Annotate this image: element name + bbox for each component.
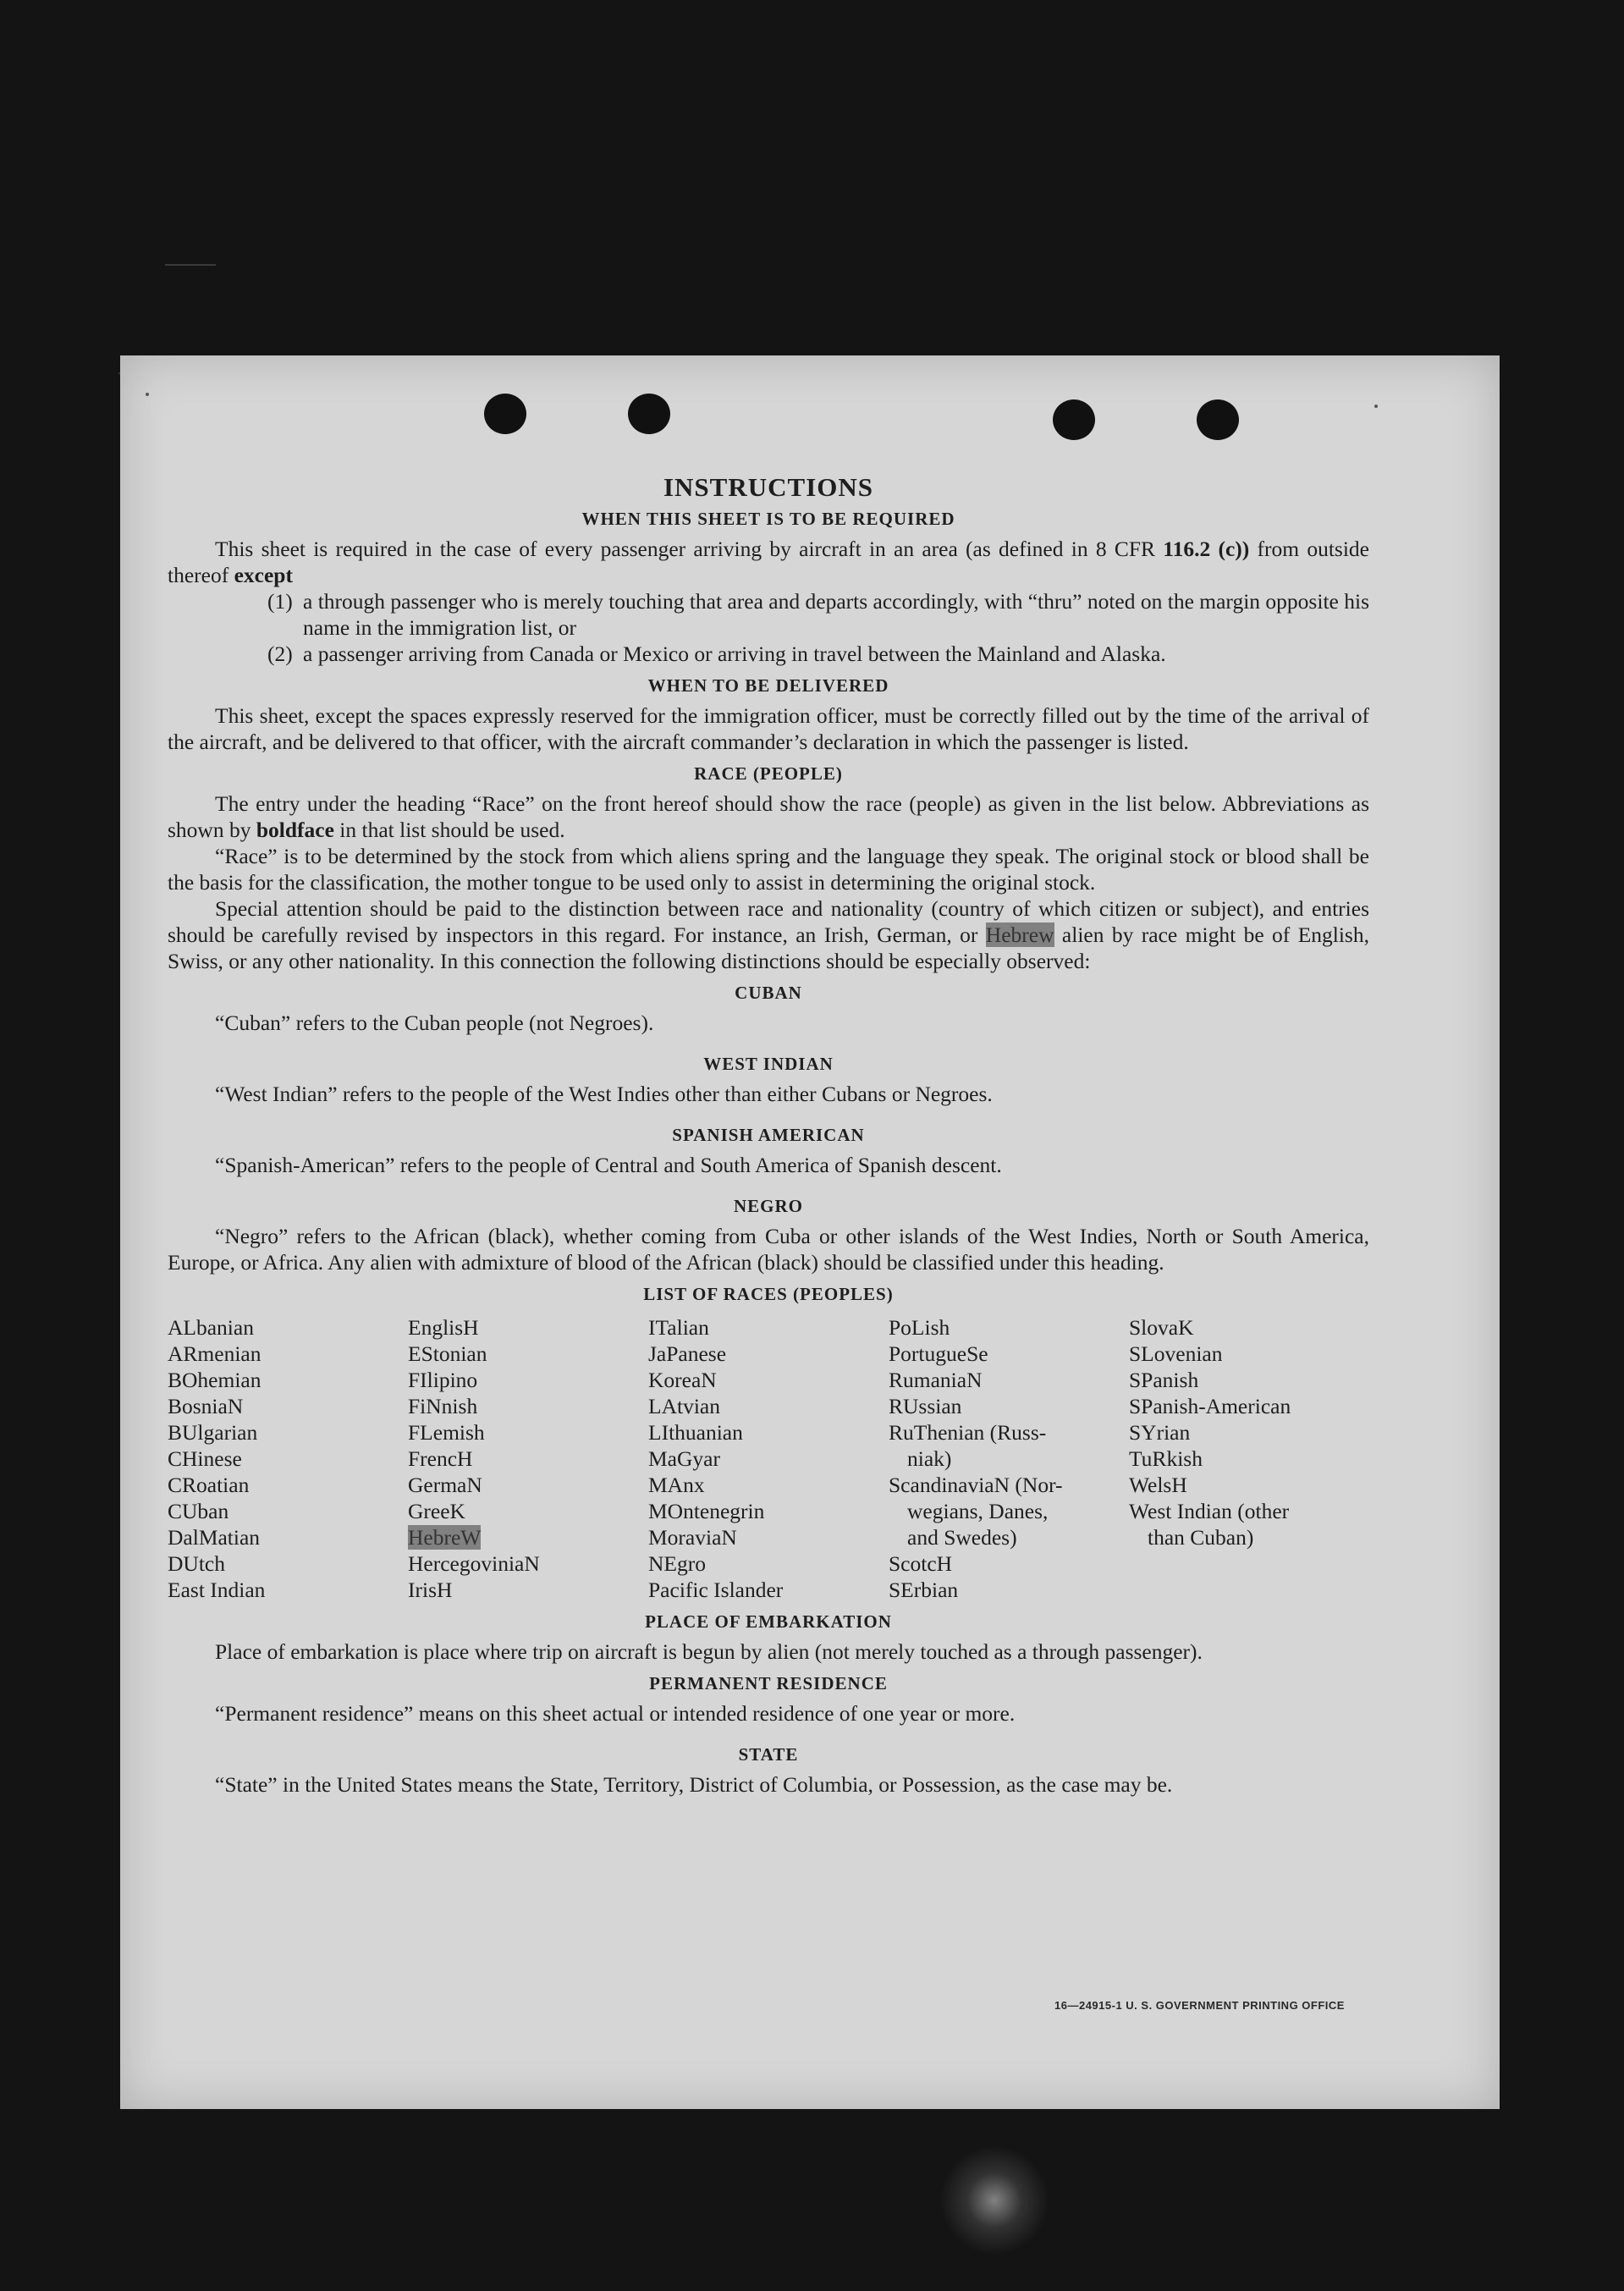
section-heading-when-required: WHEN THIS SHEET IS TO BE REQUIRED	[581, 509, 955, 529]
race-entry: BUlgarian	[168, 1420, 258, 1445]
paragraph-residence: “Permanent residence” means on this sheet actual or intended residence of one year or more.	[215, 1701, 1016, 1726]
scan-mark	[165, 264, 216, 266]
race-entry: DUtch	[168, 1551, 225, 1576]
race-entry: HercegoviniaN	[408, 1551, 540, 1576]
punch-hole	[484, 394, 526, 434]
race-entry: ScotcH	[889, 1551, 953, 1576]
race-entry-continuation	[889, 1446, 1129, 1472]
paragraph-spanish-american: “Spanish-American” refers to the people of Central and South America of Spanish descent.	[215, 1153, 1002, 1177]
race-entry: RuThenian (Russ-	[889, 1420, 1047, 1445]
section-heading-residence: PERMANENT RESIDENCE	[649, 1673, 888, 1693]
cfr-reference: 116.2 (c))	[1163, 537, 1250, 561]
race-entry: FLemish	[408, 1420, 485, 1445]
race-entry: EnglisH	[408, 1315, 479, 1340]
race-entry: CRoatian	[168, 1473, 250, 1497]
race-entry: GreeK	[408, 1499, 465, 1523]
text: in that list should be used.	[333, 818, 565, 842]
race-entry: LIthuanian	[648, 1420, 743, 1445]
race-entry: IrisH	[408, 1578, 453, 1602]
races-column-3	[648, 1314, 889, 1603]
race-entry: DalMatian	[168, 1525, 261, 1550]
race-entry: SlovaK	[1129, 1315, 1194, 1340]
section-heading-embarkation: PLACE OF EMBARKATION	[645, 1611, 892, 1632]
text: Special attention should be paid to the distinction between race and nationality (country of which citizen or subject), and entries should be carefully revised by inspectors in this regard. For instance, an Irish, German, or	[168, 896, 1369, 947]
paragraph-cuban: “Cuban” refers to the Cuban people (not Negroes).	[215, 1011, 654, 1035]
race-entry: RUssian	[889, 1394, 962, 1418]
races-column-4	[889, 1314, 1129, 1603]
race-entry: MOntenegrin	[648, 1499, 765, 1523]
race-entry-continuation	[1129, 1524, 1369, 1550]
race-entry: CHinese	[168, 1446, 242, 1471]
continuation-text: niak)	[907, 1446, 952, 1471]
race-entry: TuRkish	[1129, 1446, 1203, 1471]
race-entry: GermaN	[408, 1473, 482, 1497]
race-entry-continuation	[889, 1524, 1129, 1550]
paragraph-negro: “Negro” refers to the African (black), whether coming from Cuba or other islands of the West Indies, North or South America, Europe, or Africa. Any alien with admixture of blood of the African (black) should be classified under this heading.	[168, 1224, 1369, 1275]
struck-word: Hebrew	[985, 922, 1054, 947]
race-entry: LAtvian	[648, 1394, 720, 1418]
race-entry: MaGyar	[648, 1446, 720, 1471]
race-entry: MoraviaN	[648, 1525, 737, 1550]
race-entry: FiNnish	[408, 1394, 478, 1418]
page-title: INSTRUCTIONS	[663, 472, 873, 502]
race-entry: East Indian	[168, 1578, 266, 1602]
race-entry: ScandinaviaN (Nor-	[889, 1473, 1063, 1497]
race-entry: PortugueSe	[889, 1341, 988, 1366]
race-entry: FrencH	[408, 1446, 473, 1471]
continuation-text: and Swedes)	[907, 1525, 1017, 1550]
section-heading-races-list: LIST OF RACES (PEOPLES)	[643, 1284, 894, 1304]
race-entry-continuation	[889, 1498, 1129, 1524]
punch-hole	[1053, 399, 1095, 440]
exception-item	[267, 641, 1369, 667]
instructions-body	[168, 474, 1369, 1798]
scanner-glare	[939, 2145, 1049, 2255]
race-entry: FIlipino	[408, 1368, 478, 1392]
race-entry: SLovenian	[1129, 1341, 1223, 1366]
item-number: (1)	[267, 589, 293, 614]
speck	[146, 393, 149, 396]
item-text: a passenger arriving from Canada or Mexico or arriving in travel between the Mainland and Alaska.	[303, 642, 1166, 666]
paragraph-race-1	[168, 790, 1369, 843]
race-entry: NEgro	[648, 1551, 706, 1576]
paragraph-race-2: “Race” is to be determined by the stock from which aliens spring and the language they speak. The original stock or blood shall be the basis for the classification, the mother tongue to be used only to assist in determining the original stock.	[168, 844, 1369, 895]
race-entry: SPanish	[1129, 1368, 1199, 1392]
item-text: a through passenger who is merely touching that area and departs accordingly, with “thru” noted on the margin opposite his name in the immigration list, or	[303, 589, 1369, 640]
item-number: (2)	[267, 642, 293, 666]
race-entry-struck	[408, 1524, 648, 1550]
paragraph-when-delivered: This sheet, except the spaces expressly reserved for the immigration officer, must be correctly filled out by the time of the arrival of the aircraft, and be delivered to that officer, with the aircraft commander’s declaration in which the passenger is listed.	[168, 703, 1369, 754]
race-entry: Pacific Islander	[648, 1578, 784, 1602]
section-heading-race: RACE (PEOPLE)	[694, 763, 843, 784]
section-heading-when-delivered: WHEN TO BE DELIVERED	[647, 675, 889, 696]
paragraph-race-3	[168, 895, 1369, 974]
race-entry: BOhemian	[168, 1368, 261, 1392]
speck	[1374, 405, 1378, 408]
punch-hole	[1197, 399, 1239, 440]
races-column-5	[1129, 1314, 1369, 1603]
race-entry: EStonian	[408, 1341, 487, 1366]
exception-item	[267, 588, 1369, 641]
section-heading-cuban: CUBAN	[735, 983, 802, 1003]
section-heading-state: STATE	[738, 1744, 799, 1765]
race-entry: JaPanese	[648, 1341, 727, 1366]
paragraph-when-required	[168, 536, 1369, 588]
race-entry: CUban	[168, 1499, 229, 1523]
race-entry: West Indian (other	[1129, 1499, 1290, 1523]
text: from outside thereof	[168, 537, 1370, 587]
section-heading-west-indian: WEST INDIAN	[703, 1054, 834, 1074]
text: The entry under the heading “Race” on the front hereof should show the race (people) as given in the list below. Abbreviations as shown by	[168, 791, 1369, 842]
text: This sheet is required in the case of every passenger arriving by aircraft in an area (as defined in 8 CFR	[215, 537, 1164, 561]
struck-race: HebreW	[408, 1525, 482, 1550]
race-entry: SErbian	[889, 1578, 959, 1602]
race-entry: ITalian	[648, 1315, 709, 1340]
races-column-2	[408, 1314, 648, 1603]
paragraph-state: “State” in the United States means the State, Territory, District of Columbia, or Possession, as the case may be.	[215, 1772, 1173, 1797]
race-entry: ALbanian	[168, 1315, 254, 1340]
section-heading-spanish-american: SPANISH AMERICAN	[672, 1125, 865, 1145]
continuation-text: than Cuban)	[1148, 1525, 1254, 1550]
race-entry: SYrian	[1129, 1420, 1191, 1445]
race-entry: WelsH	[1129, 1473, 1187, 1497]
races-column-1	[168, 1314, 408, 1603]
text: alien by race might be of English, Swiss, or any other nationality. In this connection the following distinctions should be especially observed:	[168, 922, 1369, 973]
except-word: except	[234, 563, 293, 587]
race-entry: BosniaN	[168, 1394, 244, 1418]
race-entry: PoLish	[889, 1315, 950, 1340]
race-entry: SPanish-American	[1129, 1394, 1291, 1418]
race-entry: MAnx	[648, 1473, 705, 1497]
races-table	[168, 1314, 1369, 1603]
race-entry: RumaniaN	[889, 1368, 983, 1392]
document-sheet	[120, 355, 1500, 2109]
boldface-word: boldface	[256, 818, 334, 842]
punch-hole	[628, 394, 670, 434]
printing-office-code: 16—24915-1 U. S. GOVERNMENT PRINTING OFFICE	[1054, 1999, 1345, 2012]
race-entry: ARmenian	[168, 1341, 261, 1366]
paragraph-embarkation: Place of embarkation is place where trip on aircraft is begun by alien (not merely touched as a through passenger).	[215, 1639, 1203, 1664]
continuation-text: wegians, Danes,	[907, 1499, 1049, 1523]
race-entry: KoreaN	[648, 1368, 717, 1392]
paragraph-west-indian: “West Indian” refers to the people of the West Indies other than either Cubans or Negroes.	[215, 1082, 993, 1106]
section-heading-negro: NEGRO	[733, 1196, 803, 1216]
